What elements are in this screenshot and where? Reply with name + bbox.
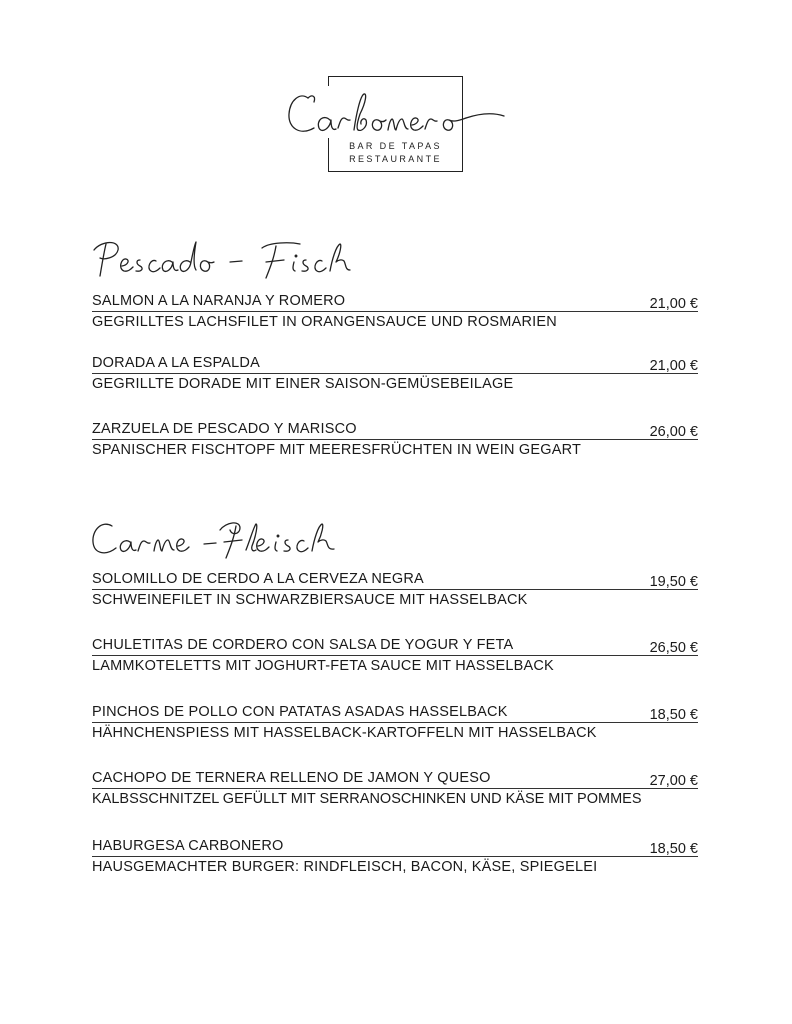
menu-item-price: 19,50 € <box>649 574 698 590</box>
logo-subtitle-line2: RESTAURANTE <box>349 154 442 164</box>
menu-item-price: 18,50 € <box>649 841 698 857</box>
menu-item-description: GEGRILLTE DORADE MIT EINER SAISON-GEMÜSEBEILAGE <box>92 376 514 392</box>
menu-item-name: SOLOMILLO DE CERDO A LA CERVEZA NEGRA <box>92 571 424 587</box>
menu-item-price: 26,00 € <box>649 424 698 440</box>
section-title-fish <box>90 236 370 282</box>
menu-item-divider <box>92 373 698 374</box>
menu-item-price: 27,00 € <box>649 773 698 789</box>
menu-item-divider <box>92 311 698 312</box>
menu-item-divider <box>92 655 698 656</box>
logo-script-wordmark <box>286 84 508 140</box>
menu-item-description: GEGRILLTES LACHSFILET IN ORANGENSAUCE UND ROSMARIEN <box>92 314 557 330</box>
logo-subtitle-line1: BAR DE TAPAS <box>349 141 442 151</box>
menu-item-price: 26,50 € <box>649 640 698 656</box>
menu-item-name: HABURGESA CARBONERO <box>92 838 284 854</box>
menu-item-name: PINCHOS DE POLLO CON PATATAS ASADAS HASSELBACK <box>92 704 508 720</box>
menu-item-divider <box>92 589 698 590</box>
menu-item-description: LAMMKOTELETTS MIT JOGHURT-FETA SAUCE MIT HASSELBACK <box>92 658 554 674</box>
menu-item-description: SCHWEINEFILET IN SCHWARZBIERSAUCE MIT HASSELBACK <box>92 592 528 608</box>
restaurant-logo <box>286 76 506 172</box>
menu-item-divider <box>92 856 698 857</box>
menu-item-name: CACHOPO DE TERNERA RELLENO DE JAMON Y QUESO <box>92 770 491 786</box>
menu-item-price: 21,00 € <box>649 296 698 312</box>
section-title-meat-script <box>90 516 370 562</box>
logo-frame-bottom <box>328 171 463 172</box>
menu-item-name: DORADA A LA ESPALDA <box>92 355 260 371</box>
menu-item-name: SALMON A LA NARANJA Y ROMERO <box>92 293 346 309</box>
menu-item-divider <box>92 439 698 440</box>
menu-item-description: KALBSSCHNITZEL GEFÜLLT MIT SERRANOSCHINKEN UND KÄSE MIT POMMES <box>92 791 642 807</box>
menu-item-description: SPANISCHER FISCHTOPF MIT MEERESFRÜCHTEN IN WEIN GEGART <box>92 442 582 458</box>
menu-item-name: CHULETITAS DE CORDERO CON SALSA DE YOGUR Y FETA <box>92 637 514 653</box>
menu-item-price: 21,00 € <box>649 358 698 374</box>
menu-item-description: HAUSGEMACHTER BURGER: RINDFLEISCH, BACON, KÄSE, SPIEGELEI <box>92 859 598 875</box>
logo-frame-top <box>328 76 463 77</box>
menu-item-name: ZARZUELA DE PESCADO Y MARISCO <box>92 421 357 437</box>
section-title-fish-script <box>90 236 370 282</box>
menu-item-divider <box>92 788 698 789</box>
menu-item-divider <box>92 722 698 723</box>
section-title-meat <box>90 516 370 562</box>
menu-item-description: HÄHNCHENSPIESS MIT HASSELBACK-KARTOFFELN MIT HASSELBACK <box>92 725 597 741</box>
menu-item-price: 18,50 € <box>649 707 698 723</box>
